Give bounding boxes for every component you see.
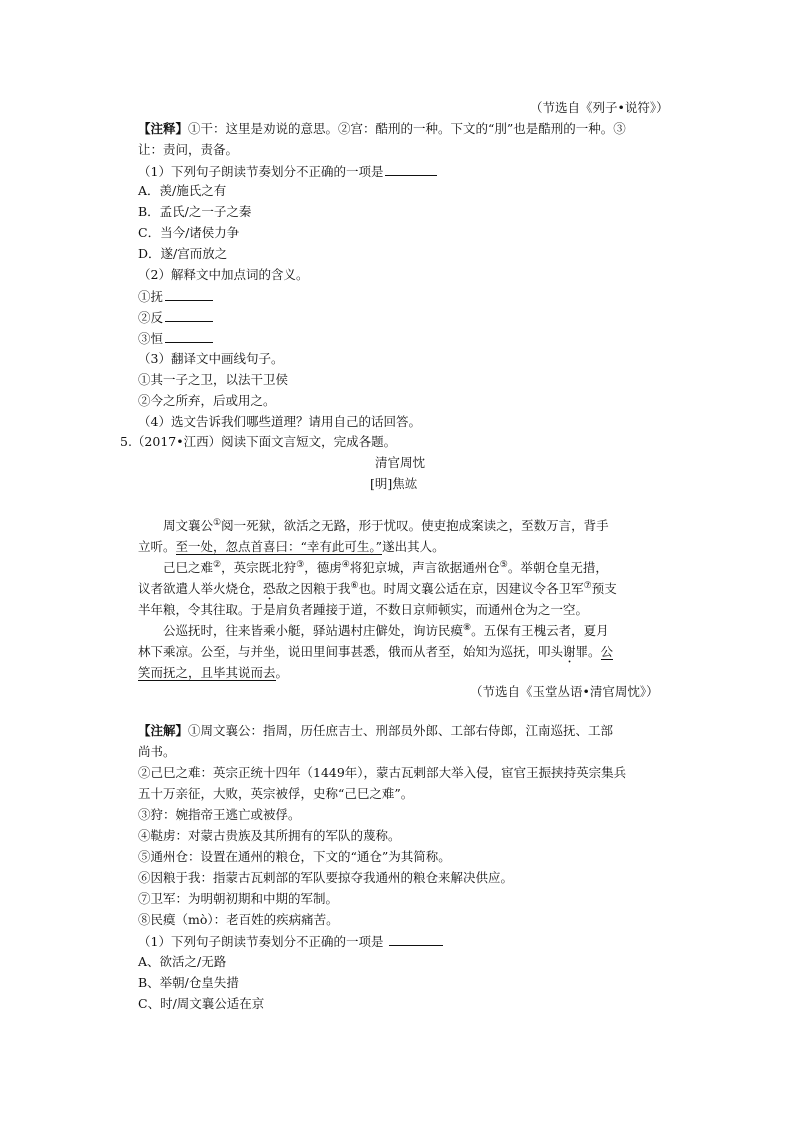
option-a: A．羡/施氏之有	[138, 183, 227, 198]
answer-blank[interactable]	[165, 329, 213, 343]
note-line-1	[138, 120, 626, 137]
underlined-sentence: 笑而抚之，且毕其说而去	[138, 665, 276, 680]
text: （1）下列句子朗读节奏划分不正确的一项是	[138, 934, 384, 949]
paragraph-2-line-3: 半年粮，令其往取。于是肩负者踵接于道，不数日京师顿实，而通州仓为之一空。	[138, 602, 589, 617]
text: 预支	[591, 581, 617, 596]
paragraph-3-line-2	[138, 643, 613, 666]
question-2-item-1	[138, 287, 213, 305]
text: 阅一死狱，欲活之无路，形于忧叹。使吏抱成案读之，至数万言，背手	[221, 518, 609, 533]
text: 立听。	[138, 539, 176, 554]
text: 罪。	[575, 644, 601, 659]
footnote-mark: ④	[341, 559, 350, 570]
dotted-word: 恐	[263, 581, 276, 596]
paragraph-3-line-3	[138, 664, 288, 681]
text: 。五保有王槐云者，夏月	[471, 623, 609, 638]
source-citation: （节选自《玉堂丛语•清官周忱》）	[470, 684, 659, 699]
text: 周文襄公	[163, 518, 214, 533]
text: 公巡抚时，往来皆乘小艇，驿站遇村庄僻处，询访民瘼	[163, 623, 464, 638]
footnote-mark: ⑤	[499, 559, 508, 570]
notes-line-1	[138, 722, 613, 739]
text: 议者欲遣人举火烧仓，	[138, 581, 264, 596]
footnote-mark: ⑧	[463, 622, 472, 633]
footnote-mark: ⑦	[583, 580, 592, 591]
question-1-text: （1）下列句子朗读节奏划分不正确的一项是	[138, 164, 384, 179]
question-3-item-2: ②今之所弃，后或用之。	[138, 393, 276, 408]
question-2-stem: （2）解释文中加点词的含义。	[138, 267, 309, 282]
paragraph-2-line-1	[163, 559, 608, 576]
option-c: C．当今/诸侯力争	[138, 225, 240, 240]
text: 遂出其人。	[382, 539, 445, 554]
paragraph-2-line-2	[138, 580, 617, 603]
notes-line-8: ⑥因粮于我：指蒙古瓦剌部的军队要掠夺我通州的粮仓来解决供应。	[138, 870, 514, 885]
notes-line-9: ⑦卫军：为明朝初期和中期的军制。	[138, 891, 339, 906]
text: 。举朝仓皇无措，	[507, 560, 608, 575]
item-label: ③恒	[138, 331, 164, 346]
footnote-mark: ⑥	[350, 580, 359, 591]
notes-line-7: ⑤通州仓：设置在通州的粮仓，下文的“通仓”为其简称。	[138, 849, 451, 864]
question-3-item-1: ①其一子之卫，以法干卫侯	[138, 372, 289, 387]
answer-blank[interactable]	[165, 287, 213, 301]
text: ，英宗既北狩	[221, 560, 297, 575]
question-1-stem	[138, 162, 437, 180]
text: 林下乘凉。公至，与并坐，说田里间事甚悉，俄而从者至，始知为巡抚，叩头	[138, 644, 564, 659]
paragraph-3-line-1	[163, 622, 609, 639]
note-text-1: ①干：这里是劝说的意思。②宫：酷刑的一种。下文的“刖”也是酷刑的一种。③	[188, 121, 626, 136]
footnote-mark: ③	[296, 559, 305, 570]
question-3-stem: （3）翻译文中画线句子。	[138, 351, 284, 366]
text: ①周文襄公：指周，历任庶吉士、刑部员外郎、工部右侍郎，江南巡抚、工部	[188, 723, 614, 738]
text: 。	[275, 665, 289, 680]
underlined-sentence: 公	[600, 644, 614, 659]
text: 也。时周文襄公适在京，因建议令各卫军	[358, 581, 584, 596]
section-5-header: 5.（2017•江西）阅读下面文言短文，完成各题。	[120, 434, 397, 449]
footnote-mark: ②	[213, 559, 222, 570]
text: 将犯京城，声言欲据通州仓	[349, 560, 500, 575]
notes-line-5: ③狩：婉指帝王逃亡或被俘。	[138, 807, 301, 822]
option-d: D．遂/宫而放之	[138, 246, 228, 261]
q5-option-c: C、时/周文襄公适在京	[138, 996, 265, 1011]
item-label: ②反	[138, 310, 164, 325]
source-citation-top: （节选自《列子•说符》）	[530, 100, 669, 115]
text: ，德虏	[304, 560, 342, 575]
question-5-1-stem	[138, 932, 443, 950]
notes-line-2: 尚书。	[138, 744, 176, 759]
notes-line-10: ⑧民瘼（mò）：老百姓的疾病痛苦。	[138, 912, 339, 927]
notes-line-3: ②己巳之难：英宗正统十四年（1449年），蒙古瓦剌部大举入侵，宦官王振挟持英宗集兵	[138, 765, 627, 780]
q5-option-b: B、举朝/仓皇失措	[138, 975, 239, 990]
answer-blank[interactable]	[385, 162, 437, 176]
passage-author: [明]焦竑	[370, 476, 418, 491]
paragraph-1-line-1	[163, 517, 609, 534]
note-line-2: 让：责问，责备。	[138, 142, 239, 157]
answer-blank[interactable]	[165, 308, 213, 322]
question-4-stem: （4）选文告诉我们哪些道理？请用自己的话回答。	[138, 414, 421, 429]
dotted-word: 谢	[563, 644, 576, 659]
text: 己巳之难	[163, 560, 214, 575]
q5-option-a: A、欲活之/无路	[138, 954, 227, 969]
item-label: ①抚	[138, 289, 164, 304]
footnote-mark: ①	[213, 517, 222, 528]
notes-line-4: 五十万亲征，大败，英宗被俘，史称“己巳之难”。	[138, 786, 414, 801]
question-2-item-3	[138, 329, 213, 347]
notes-line-6: ④鞑虏：对蒙古贵族及其所拥有的军队的蔑称。	[138, 828, 401, 843]
text: 敌之因粮于我	[275, 581, 351, 596]
note-label: 【注释】	[138, 121, 189, 136]
notes-label: 【注解】	[138, 723, 189, 738]
answer-blank[interactable]	[389, 932, 443, 946]
paragraph-1-line-2	[138, 538, 445, 555]
passage-title: 清官周忱	[375, 455, 426, 470]
question-2-item-2	[138, 308, 213, 326]
option-b: B．孟氏/之一子之秦	[138, 204, 252, 219]
underlined-sentence: 至一处，忽点首喜曰：“幸有此可生。”	[175, 539, 383, 554]
